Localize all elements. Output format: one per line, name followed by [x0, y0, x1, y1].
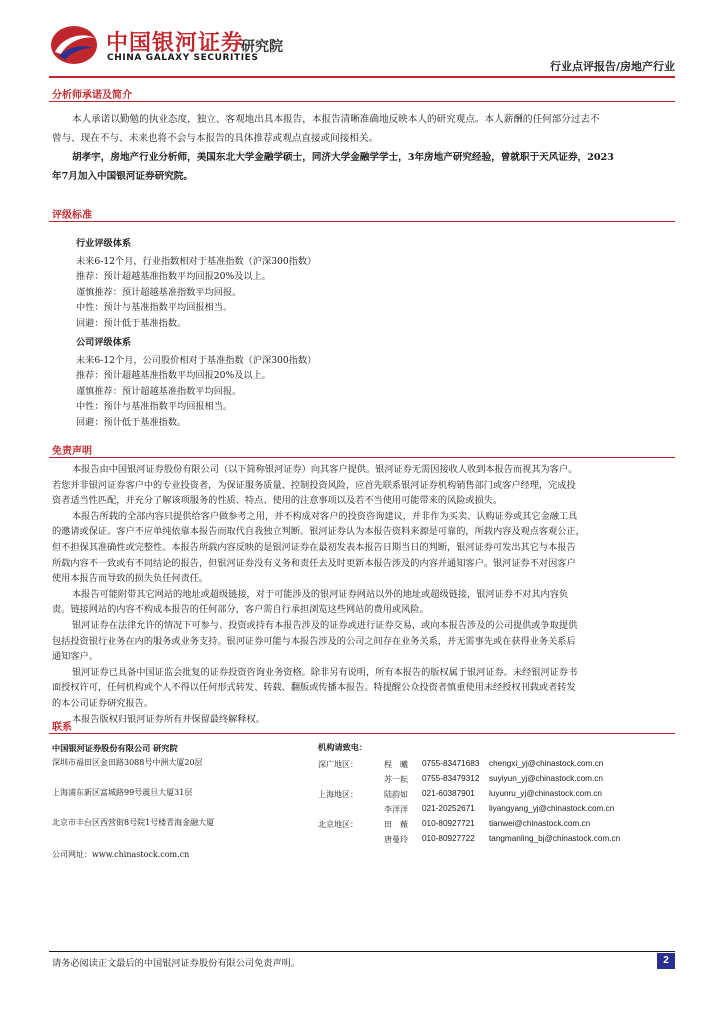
region-label: 上海地区： — [318, 790, 358, 799]
contact-name: 陆韵如 — [384, 790, 408, 799]
section-title-analyst: 分析师承诺及简介 — [52, 90, 132, 101]
disclaimer-body — [52, 462, 674, 727]
text-line: 本报告所载的全部内容只提供给客户做参考之用，并不构成对客户的投资咨询建议，并非作为买卖、认购证券或其它金融工具 — [72, 510, 578, 522]
text-line: 但不担保其准确性或完整性。本报告所载内容反映的是银河证券在最初发表本报告日期当日的判断，银河证券可发出其它与本报告 — [52, 541, 576, 553]
text-line: 包括投资银行业务在内的服务或业务支持。银河证券可能与本报告涉及的公司之间存在业务关系，并无需事先或在获得业务关系后 — [52, 635, 576, 647]
logo-chinese-name: 中国银河证券 — [106, 31, 245, 56]
text-line: 本报告由中国银河证券股份有限公司（以下简称银河证券）向其客户提供。银河证券无需因接收人收到本报告而视其为客户。 — [72, 464, 578, 475]
rating-line: 中性：预计与基准指数平均回报相当。 — [76, 401, 233, 413]
contact-name: 李洋洋 — [384, 805, 408, 814]
logo-institute: 研究院 — [241, 39, 283, 55]
address-beijing: 北京市丰台区西营街8号院1号楼青海金融大厦 — [52, 818, 215, 827]
text-line: 的本公司证券研究报告。 — [52, 697, 154, 709]
text-line: 资者适当性匹配，并充分了解该项服务的性质、特点、使用的注意事项以及若不当使用可能带来的风险或损失。 — [52, 495, 503, 507]
company-website: 公司网址：www.chinastock.com.cn — [52, 850, 190, 859]
text-line: 曾与、现在不与、未来也将不会与本报告的具体推荐或观点直接或间接相关。 — [52, 133, 379, 144]
address-shanghai: 上海浦东新区富城路99号震旦大厦31层 — [52, 788, 193, 797]
contact-email: suyiyun_yj@chinastock.com.cn — [489, 774, 603, 783]
contact-email: luyunru_yj@chinastock.com.cn — [489, 789, 602, 798]
report-type: 行业点评报告/房地产行业 — [549, 60, 675, 73]
text-line: 本报告可能附带其它网站的地址或超级链接，对于可能涉及的银河证券网站以外的地址或超级链接，银河证券不对其内容负 — [72, 588, 569, 600]
text-line: 胡孝宇，房地产行业分析师，美国东北大学金融学硕士，同济大学金融学学士，3年房地产研究经验，曾就职于天风证券，2023 — [72, 152, 614, 163]
text-line: 面授权许可，任何机构或个人不得以任何形式转发、转载、翻版或传播本报告。特提醒公众投资者慎重使用未经授权刊载或者转发 — [52, 682, 576, 694]
text-line: 银河证券在法律允许的情况下可参与、投资或持有本报告涉及的证券或进行证券交易，或向本报告涉及的公司提供或争取提供 — [72, 619, 578, 631]
rating-heading: 行业评级体系 — [76, 238, 132, 249]
rating-line: 未来6-12个月，公司股价相对于基准指数（沪深300指数） — [76, 354, 317, 366]
rating-line: 谨慎推荐：预计超越基准指数平均回报。 — [76, 385, 242, 397]
footer-notice: 请务必阅读正文最后的中国银河证券股份有限公司免责声明。 — [52, 958, 301, 969]
contact-name: 唐曼玲 — [384, 835, 408, 844]
institutional-title: 机构请致电： — [318, 742, 368, 752]
contact-phone: 0755-83471683 — [422, 759, 480, 768]
section-title-ratings: 评级标准 — [52, 210, 92, 221]
logo-english-name: CHINA GALAXY SECURITIES — [107, 53, 259, 63]
text-line: 通知客户。 — [52, 651, 98, 663]
footer-divider — [49, 951, 675, 952]
section-title-contact: 联系 — [52, 722, 72, 733]
rating-line: 中性：预计与基准指数平均回报相当。 — [76, 302, 233, 314]
institutional-contacts — [318, 742, 367, 753]
contact-phone: 010-80927722 — [422, 834, 475, 843]
page-header — [49, 18, 675, 80]
contact-phone: 021-20252671 — [422, 804, 475, 813]
rating-line: 未来6-12个月，行业指数相对于基准指数（沪深300指数） — [76, 255, 317, 267]
contact-phone: 021-60387901 — [422, 789, 475, 798]
contact-email: tianwei@chinastock.com.cn — [489, 819, 591, 828]
section-title-disclaimer: 免责声明 — [52, 446, 92, 457]
contact-name: 苏一耘 — [384, 775, 408, 784]
rating-line: 回避：预计低于基准指数。 — [76, 416, 187, 428]
rating-line: 谨慎推荐：预计超越基准指数平均回报。 — [76, 286, 242, 298]
text-line: 责。链接网站的内容不构成本报告的任何部分，客户需自行承担浏览这些网站的费用或风险。 — [52, 604, 429, 616]
text-line: 本报告版权归银河证券所有并保留最终解释权。 — [72, 713, 265, 725]
text-line: 本人承诺以勤勉的执业态度，独立、客观地出具本报告，本报告清晰准确地反映本人的研究观点。本人薪酬的任何部分过去不 — [72, 114, 600, 125]
text-line: 年7月加入中国银河证券研究院。 — [52, 171, 193, 182]
contact-phone: 010-80927721 — [422, 819, 475, 828]
analyst-promise — [52, 110, 674, 148]
text-line: 银河证券已具备中国证监会批复的证券投资咨询业务资格。除非另有说明，所有本报告的版权属于银河证券。未经银河证券书 — [72, 666, 578, 678]
rating-heading: 公司评级体系 — [76, 337, 132, 348]
text-line: 所载内容不一致或有不同结论的报告，但银河证券没有义务和责任去及时更新本报告涉及的内容并通知客户。银河证券不对因客户 — [52, 557, 576, 569]
contact-email: liyangyang_yj@chinastock.com.cn — [489, 804, 615, 813]
contact-email: chengxi_yj@chinastock.com.cn — [489, 759, 604, 768]
address-shenzhen: 深圳市福田区金田路3088号中洲大厦20层 — [52, 758, 203, 767]
contact-name: 程 曦 — [384, 760, 408, 769]
text-line: 使用本报告而导致的损失负任何责任。 — [52, 573, 209, 585]
contact-address-block — [52, 742, 178, 754]
section-divider — [49, 221, 675, 222]
analyst-bio — [52, 148, 674, 186]
page-number: 2 — [657, 953, 675, 969]
section-divider — [49, 457, 675, 458]
region-label: 北京地区： — [318, 820, 358, 829]
contact-email: tangmanling_bj@chinastock.com.cn — [489, 834, 621, 843]
section-divider — [49, 733, 675, 734]
region-label: 深广地区： — [318, 760, 358, 769]
rating-line: 推荐：预计超越基准指数平均回报20%及以上。 — [76, 271, 271, 283]
rating-line: 推荐：预计超越基准指数平均回报20%及以上。 — [76, 370, 271, 382]
company-rating-system — [76, 335, 316, 431]
text-line: 若您并非银河证券客户中的专业投资者，为保证服务质量、控制投资风险，应首先联系银河证券机构销售部门或客户经理，完成投 — [52, 479, 576, 491]
rating-line: 回避：预计低于基准指数。 — [76, 317, 187, 329]
section-divider — [49, 101, 675, 102]
text-line: 的邀请或保证。客户不应单纯依靠本报告而取代自我独立判断。银河证券认为本报告资料来源是可靠的，所载内容及观点客观公正， — [52, 526, 585, 538]
contact-name: 田 薇 — [384, 820, 408, 829]
industry-rating-system — [76, 236, 316, 332]
header-divider — [49, 76, 675, 78]
company-name: 中国银河证券股份有限公司 研究院 — [52, 743, 178, 753]
galaxy-logo-icon — [49, 24, 99, 66]
contact-phone: 0755-83479312 — [422, 774, 480, 783]
